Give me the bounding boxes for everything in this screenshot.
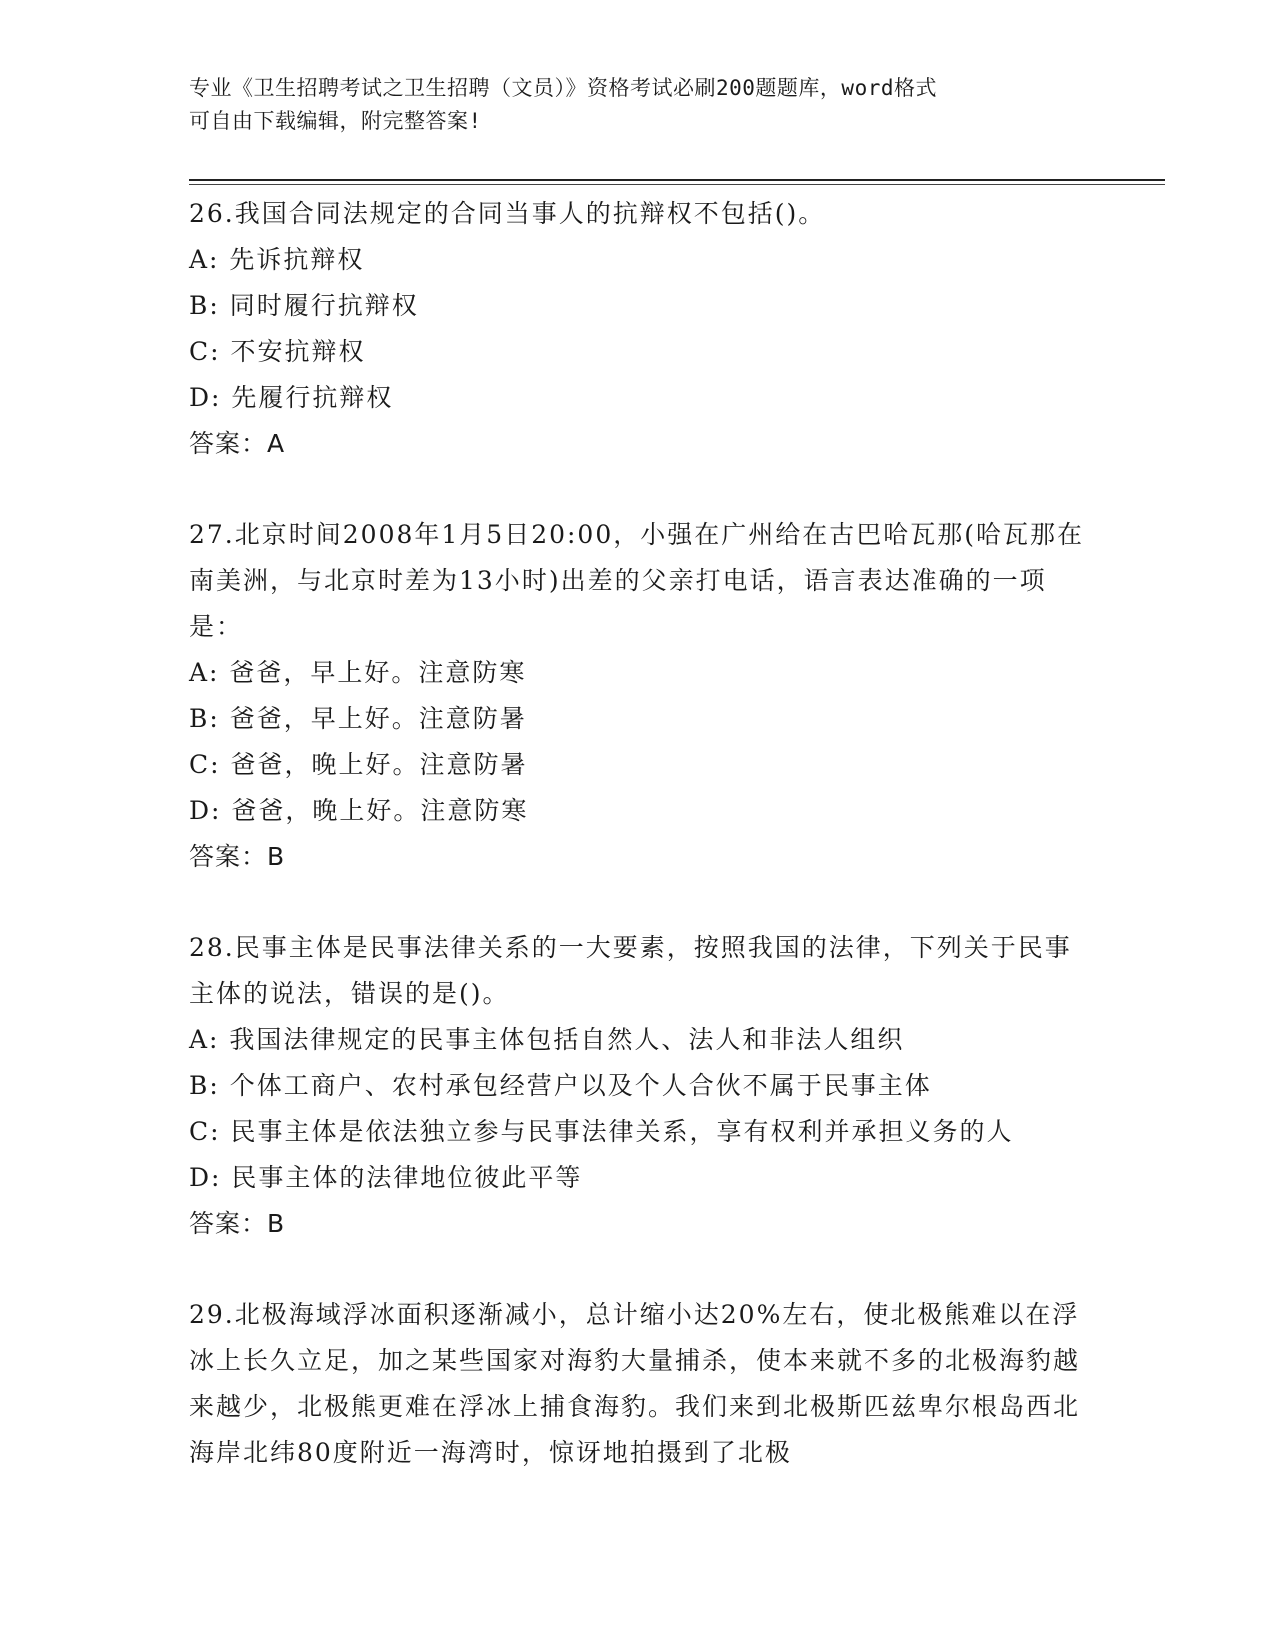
option-d: D: 爸爸，晚上好。注意防寒 — [189, 796, 529, 825]
option-d: D: 先履行抗辩权 — [189, 383, 394, 412]
option-a: A: 我国法律规定的民事主体包括自然人、法人和非法人组织 — [189, 1025, 905, 1054]
option-a: A: 先诉抗辩权 — [189, 245, 365, 274]
option-b: B: 个体工商户、农村承包经营户以及个人合伙不属于民事主体 — [189, 1071, 932, 1100]
question-27 — [189, 512, 1089, 880]
question-stem: 28.民事主体是民事法律关系的一大要素，按照我国的法律，下列关于民事主体的说法，错误的是()。 — [189, 933, 1072, 1008]
option-b: B: 爸爸，早上好。注意防暑 — [189, 704, 527, 733]
question-stem: 27.北京时间2008年1月5日20:00，小强在广州给在古巴哈瓦那(哈瓦那在南美洲，与北京时差为13小时)出差的父亲打电话，语言表达准确的一项是： — [189, 520, 1084, 641]
answer-label: 答案：B — [189, 1209, 286, 1238]
header-title-line-1: 专业《卫生招聘考试之卫生招聘（文员）》资格考试必刷200题题库，word格式 — [189, 76, 937, 100]
option-a: A: 爸爸，早上好。注意防寒 — [189, 658, 527, 687]
question-29 — [189, 1292, 1089, 1476]
option-d: D: 民事主体的法律地位彼此平等 — [189, 1163, 583, 1192]
option-c: C: 民事主体是依法独立参与民事法律关系，享有权利并承担义务的人 — [189, 1117, 1014, 1146]
question-stem: 26.我国合同法规定的合同当事人的抗辩权不包括()。 — [189, 199, 826, 228]
header-title-line-2: 可自由下载编辑，附完整答案! — [189, 109, 482, 133]
option-c: C: 爸爸，晚上好。注意防暑 — [189, 750, 528, 779]
option-b: B: 同时履行抗辩权 — [189, 291, 419, 320]
option-c: C: 不安抗辩权 — [189, 337, 366, 366]
answer-label: 答案：A — [189, 429, 286, 458]
answer-label: 答案：B — [189, 842, 286, 871]
header-divider-thick — [189, 179, 1165, 181]
question-list — [189, 191, 1089, 1521]
question-stem: 29.北极海域浮冰面积逐渐减小，总计缩小达20%左右，使北极熊难以在浮冰上长久立足，加之某些国家对海豹大量捕杀，使本来就不多的北极海豹越来越少，北极熊更难在浮冰上捕食海豹。我们来到北极斯匹兹卑尔根岛西北海岸北纬80度附近一海湾时，惊讶地拍摄到了北极 — [189, 1300, 1081, 1467]
question-26 — [189, 191, 1089, 467]
document-header — [189, 72, 1069, 138]
header-divider-thin — [189, 184, 1165, 185]
question-28 — [189, 925, 1089, 1247]
